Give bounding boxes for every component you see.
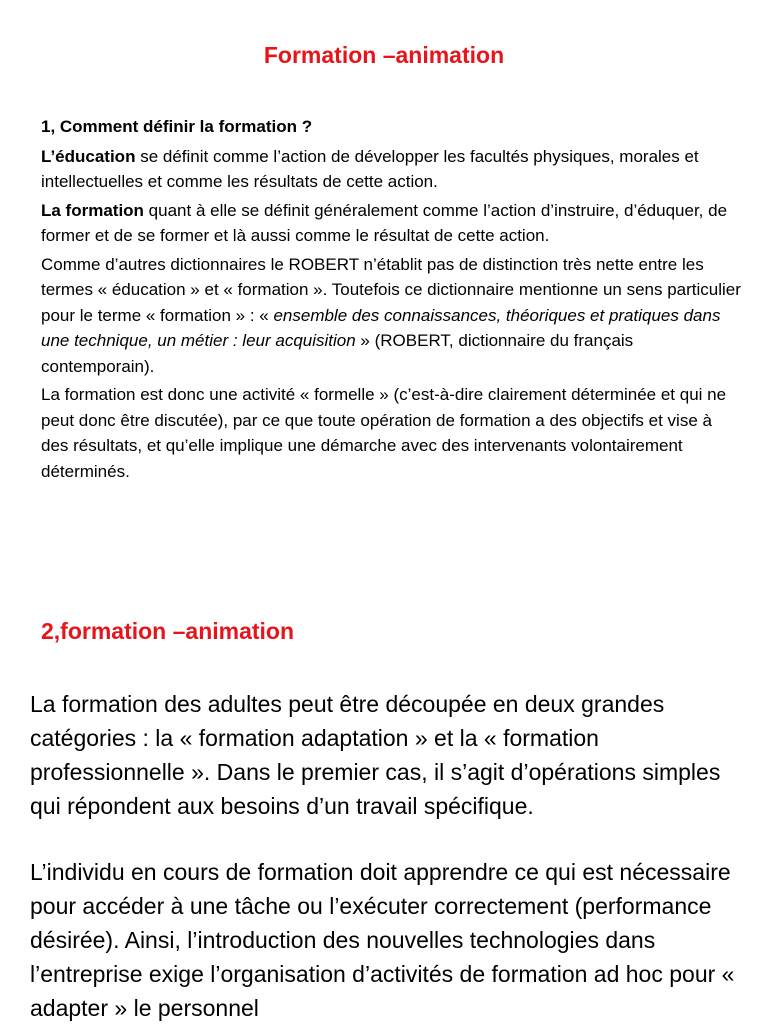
section-question: 1, Comment définir la formation ?	[41, 117, 313, 136]
formation-animation-section	[30, 687, 748, 1024]
term-formation: La formation	[41, 200, 144, 220]
term-education: L’éducation	[41, 146, 136, 166]
paragraph-individual: L’individu en cours de formation doit apprendre ce qui est nécessaire pour accéder à une tâche ou l’exécuter correctement (performance désirée). Ainsi, l’introduction des nouvelles technologies dans l’entreprise exige l’organisation d’activités de formation ad hoc pour « adapter » le personnel	[30, 859, 735, 1021]
page-title: Formation –animation	[263, 42, 505, 68]
paragraph-education	[41, 144, 741, 195]
paragraph-text: La formation est donc une activité « formelle » (c’est-à-dire clairement déterminée et qui ne peut donc être discutée), par ce que toute opération de formation a des objectifs et vise à des résultats, et qu’elle implique une démarche avec des intervenants volontairement déterminés.	[41, 385, 727, 481]
paragraph-text: quant à elle se définit généralement comme l’action d’instruire, d’éduquer, de former et de se former et là aussi comme le résultat de cette action.	[41, 200, 728, 245]
section-heading: 2,formation –animation	[41, 618, 295, 644]
paragraph-text: Comme d’autres dictionnaires le ROBERT n’établit pas de distinction très nette entre les termes « éducation » et « formation ». Toutefois ce dictionnaire mentionne un sens particulier pour le terme « formation » : «	[41, 254, 741, 325]
robert-quote: ensemble des connaissances, théoriques et pratiques dans une technique, un métier : leur acquisition	[41, 305, 721, 350]
paragraph-formation	[41, 198, 741, 249]
paragraph-text: se définit comme l’action de développer les facultés physiques, morales et intellectuelles et comme les résultats de cette action.	[41, 146, 699, 191]
paragraph-activity	[41, 382, 741, 484]
paragraph-robert	[41, 252, 741, 380]
definition-section	[41, 114, 741, 487]
paragraph-text: » (ROBERT, dictionnaire du français contemporain).	[41, 331, 634, 376]
paragraph-adults: La formation des adultes peut être découpée en deux grandes catégories : la « formation adaptation » et la « formation professionnelle ». Dans le premier cas, il s’agit d’opérations simples qui répondent aux besoins d’un travail spécifique.	[30, 691, 721, 819]
